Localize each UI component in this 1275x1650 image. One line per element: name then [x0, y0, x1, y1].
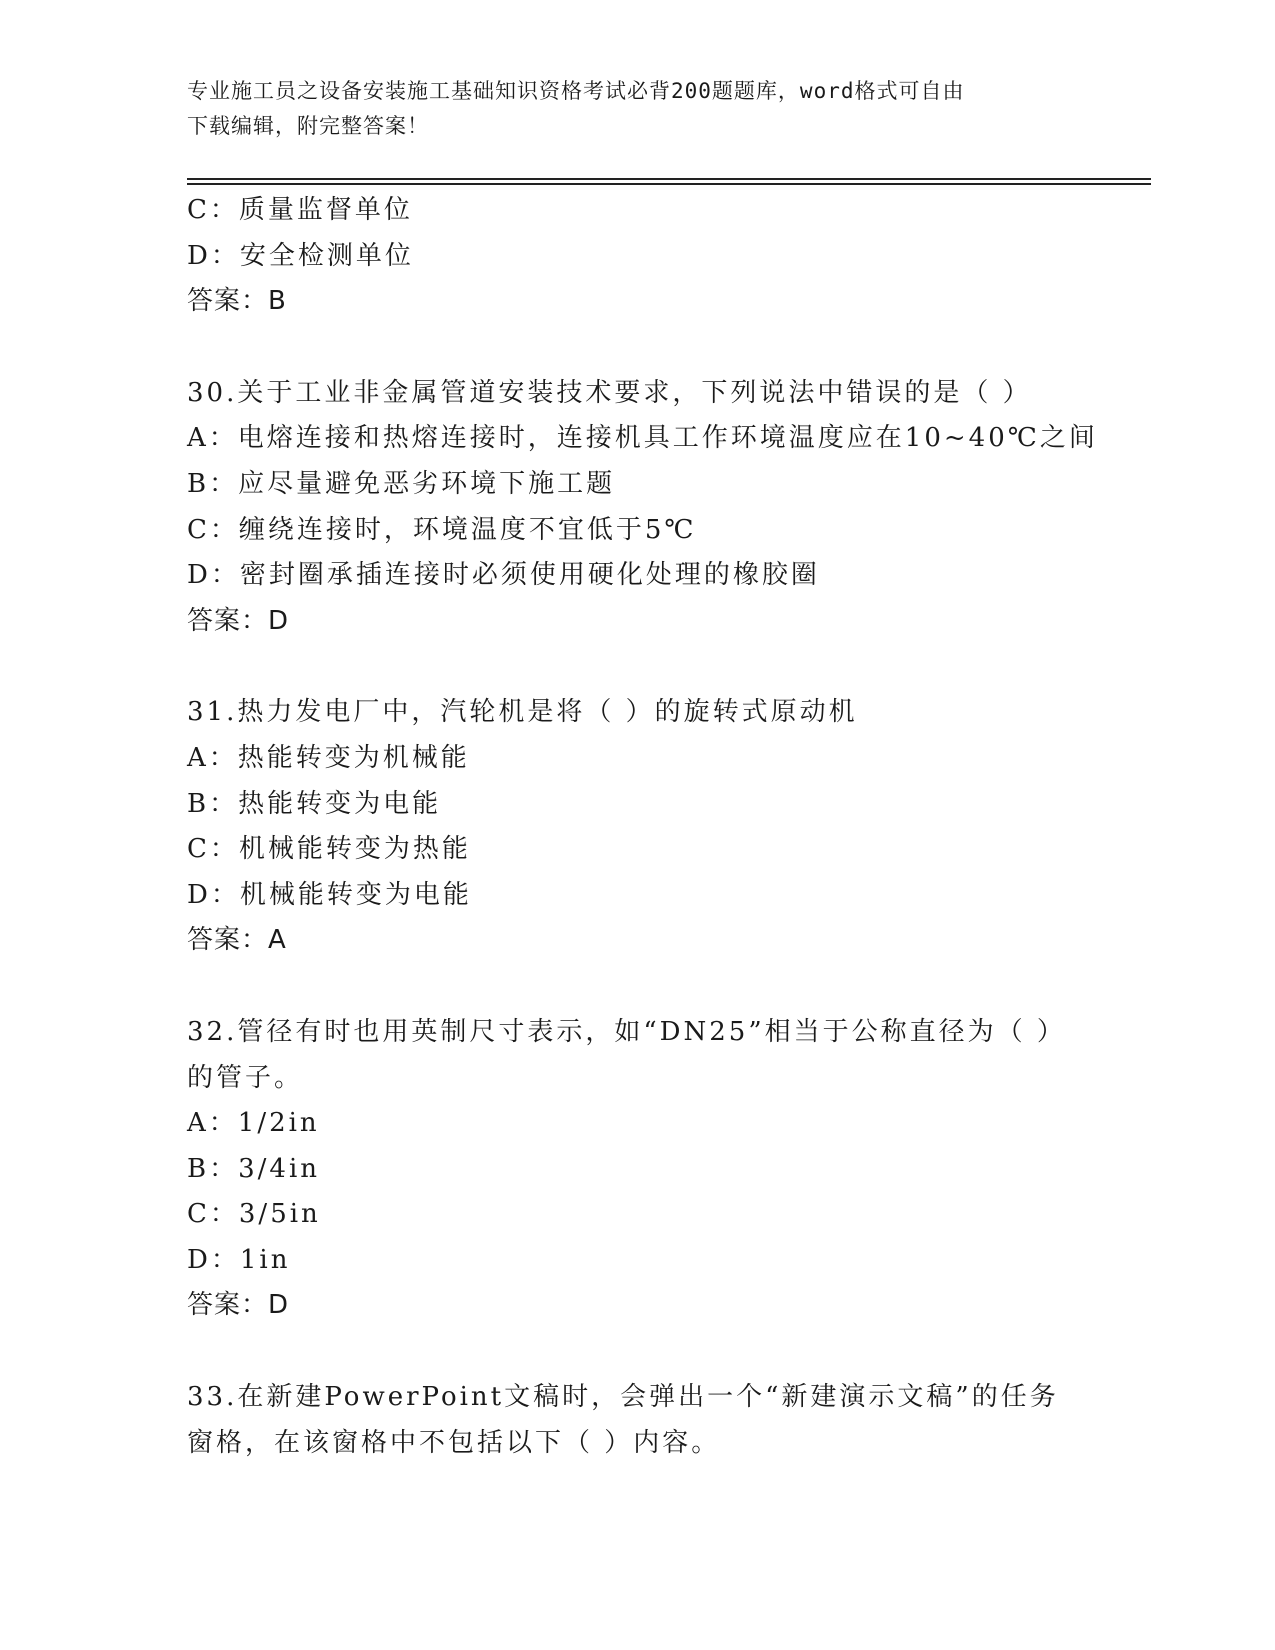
question-stem: 30.关于工业非金属管道安装技术要求，下列说法中错误的是（ ） [187, 377, 1032, 408]
question-29-tail [187, 188, 1147, 325]
header-line-2: 下载编辑，附完整答案！ [187, 114, 429, 138]
question-stem: 31.热力发电厂中，汽轮机是将（ ）的旋转式原动机 [187, 697, 858, 728]
spacer [187, 644, 1147, 690]
option-d: D：1in [187, 1244, 291, 1275]
question-32 [187, 1010, 1147, 1329]
option-d: D：密封圈承插连接时必须使用硬化处理的橡胶圈 [187, 560, 820, 591]
option-b: B：应尽量避免恶劣环境下施工题 [187, 468, 616, 499]
answer: 答案：D [187, 605, 290, 636]
question-stem-line-2: 的管子。 [187, 1062, 304, 1093]
question-30 [187, 371, 1147, 645]
question-content [187, 188, 1147, 1466]
header-rule-bottom [187, 183, 1151, 185]
spacer [187, 325, 1147, 371]
spacer [187, 1329, 1147, 1375]
option-c: C：机械能转变为热能 [187, 834, 471, 865]
question-stem-line-1: 33.在新建PowerPoint文稿时，会弹出一个“新建演示文稿”的任务 [187, 1382, 1059, 1413]
option-a: A：热能转变为机械能 [187, 742, 470, 773]
question-stem-line-1: 32.管径有时也用英制尺寸表示，如“DN25”相当于公称直径为（ ） [187, 1016, 1066, 1047]
option-a: A：1/2in [187, 1108, 320, 1139]
question-31 [187, 690, 1147, 964]
option-c: C：3/5in [187, 1199, 321, 1230]
header-rule-top [187, 178, 1151, 180]
option-b: B：热能转变为电能 [187, 788, 442, 819]
answer: 答案：A [187, 925, 287, 956]
answer: 答案：B [187, 286, 287, 317]
page-header [187, 74, 1087, 144]
option-c: C：缠绕连接时，环境温度不宜低于5℃ [187, 514, 697, 545]
option-d: D：机械能转变为电能 [187, 879, 472, 910]
answer: 答案：D [187, 1290, 290, 1321]
option-b: B：3/4in [187, 1153, 321, 1184]
question-33 [187, 1375, 1147, 1466]
spacer [187, 964, 1147, 1010]
option-d: D：安全检测单位 [187, 240, 414, 271]
question-stem-line-2: 窗格，在该窗格中不包括以下（ ）内容。 [187, 1427, 721, 1458]
header-line-1: 专业施工员之设备安装施工基础知识资格考试必背200题题库，word格式可自由 [187, 79, 965, 103]
option-c: C：质量监督单位 [187, 195, 413, 225]
option-a: A：电熔连接和热熔连接时，连接机具工作环境温度应在10~40℃之间 [187, 423, 1098, 454]
